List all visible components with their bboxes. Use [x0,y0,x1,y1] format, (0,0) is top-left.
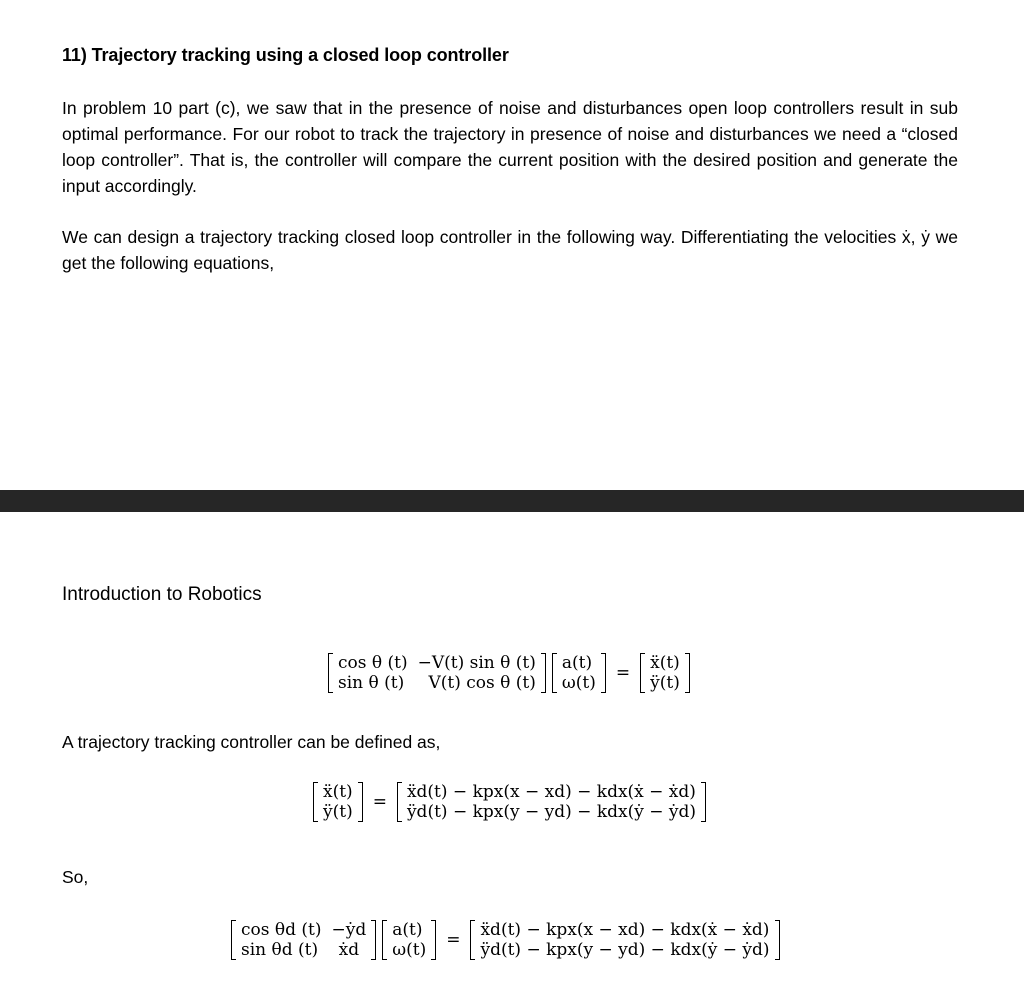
control-law-vector [470,920,779,960]
matrix-cell: −V(t) sin θ (t) [417,653,536,673]
vector-cell: ÿd(t) − kpx(y − yd) − kdx(ẏ − ẏd) [480,940,770,960]
document-page-1 [0,0,1024,490]
vector-cell: ÿ(t) [650,673,680,693]
page-header: Introduction to Robotics [62,584,262,605]
vector-cell: ẍ(t) [323,782,353,802]
equation-controller [313,782,706,822]
control-law-vector [397,782,706,822]
acceleration-vector [313,782,363,822]
desired-rotation-matrix [231,920,376,960]
matrix-cell: sin θd (t) [241,940,319,960]
input-vector [552,653,606,693]
input-vector [382,920,436,960]
matrix-cell: V(t) cos θ (t) [428,673,536,693]
vector-cell: ÿd(t) − kpx(y − yd) − kdx(ẏ − ẏd) [406,802,696,822]
equation-combined [231,920,780,960]
rotation-matrix [328,653,546,693]
matrix-cell: cos θ (t) [338,653,408,673]
matrix-cell: ẋd [338,940,360,960]
equation-kinematics [328,653,690,693]
vector-cell: ẍd(t) − kpx(x − xd) − kdx(ẋ − ẋd) [406,782,696,802]
matrix-cell: cos θd (t) [241,920,322,940]
vector-cell: ÿ(t) [323,802,353,822]
paragraph-design: We can design a trajectory tracking closed loop controller in the following way. Differentiating the velocities ẋ, ẏ we get the following equations, [62,227,958,273]
matrix-cell: sin θ (t) [338,673,405,693]
matrix-cell: −ẏd [331,920,367,940]
vector-cell: ẍd(t) − kpx(x − xd) − kdx(ẋ − ẋd) [480,920,770,940]
controller-definition-text: A trajectory tracking controller can be defined as, [62,732,441,752]
vector-cell: ω(t) [561,673,596,693]
equals-sign: = [372,792,387,812]
vector-cell: a(t) [392,920,423,940]
problem-heading: 11) Trajectory tracking using a closed loop controller [62,45,509,65]
equals-sign: = [446,930,461,950]
acceleration-vector [640,653,690,693]
vector-cell: a(t) [561,653,593,673]
so-text: So, [62,867,89,887]
page-divider [0,490,1024,512]
document-page-2 [0,512,1024,984]
vector-cell: ω(t) [392,940,427,960]
paragraph-intro: In problem 10 part (c), we saw that in the presence of noise and disturbances open loop controllers result in sub optimal performance. For our robot to track the trajectory in presence of noise and disturbances we need a “closed loop controller”. That is, the controller will compare the current position with the desired position and generate the input accordingly. [62,98,958,196]
vector-cell: ẍ(t) [650,653,680,673]
equals-sign: = [615,663,631,683]
